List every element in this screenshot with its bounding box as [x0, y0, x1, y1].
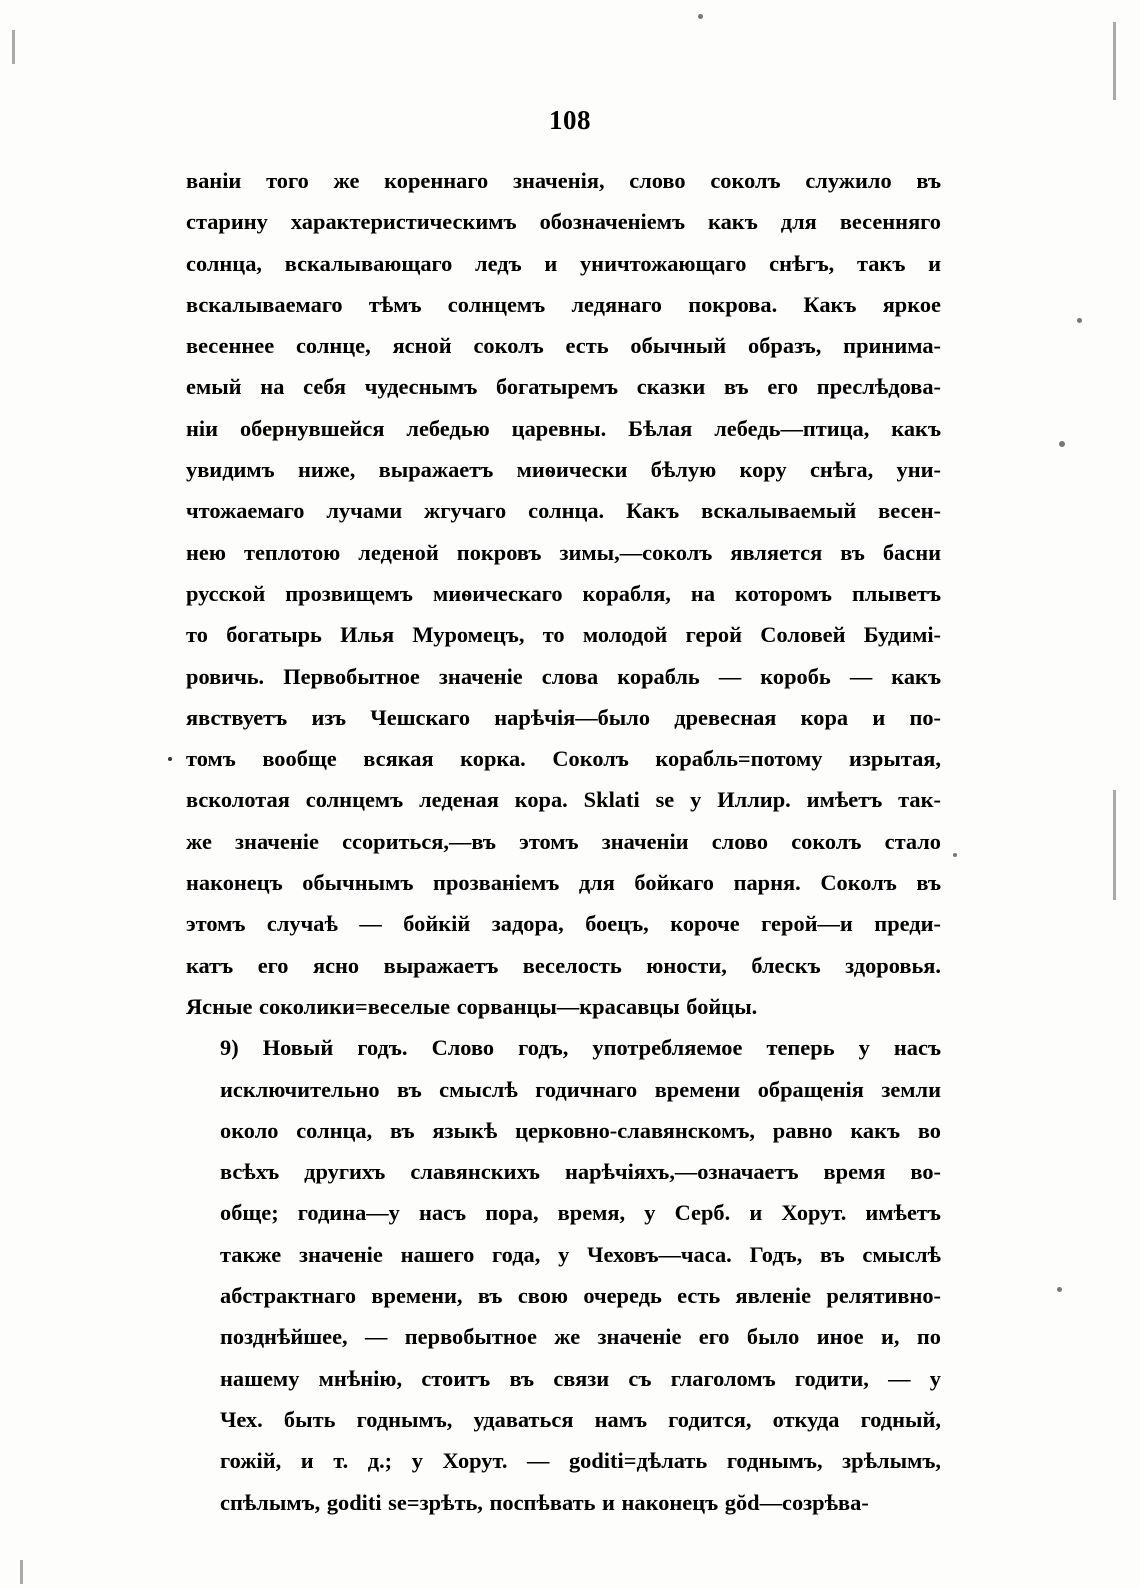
- text-line: спѣлымъ, goditi se=зрѣть, поспѣвать и наконецъ gŏd—созрѣва-: [220, 1489, 869, 1515]
- text-line: чтожаемаго лучами жгучаго солнца. Какъ вскалываемый весен-: [186, 498, 941, 524]
- scan-speck: [953, 853, 957, 857]
- scan-speck: [168, 757, 172, 761]
- text-line: старину характеристическимъ обозначеніемъ какъ для весенняго: [186, 209, 941, 235]
- text-line: ваніи того же кореннаго значенія, слово соколъ служило въ: [186, 168, 941, 193]
- paragraph-sokol: [186, 160, 941, 1027]
- body-text: [186, 160, 941, 1523]
- text-line: 9) Новый годъ. Слово годъ, употребляемое теперь у насъ: [220, 1035, 941, 1061]
- text-line: около солнца, въ языкѣ церковно-славянскомъ, равно какъ во: [220, 1117, 941, 1143]
- text-line: томъ вообще всякая корка. Соколъ корабль=потому изрытая,: [186, 746, 941, 772]
- text-line: ніи обернувшейся лебедью царевны. Бѣлая лебедь—птица, какъ: [186, 415, 941, 441]
- text-line: абстрактнаго времени, въ свою очередь есть явленіе релятивно-: [220, 1283, 941, 1309]
- text-line: всколотая солнцемъ леденая кора. Sklati se y Иллир. имѣетъ так-: [186, 787, 941, 813]
- text-line: ровичь. Первобытное значеніе слова корабль — коробь — какъ: [186, 663, 941, 689]
- text-line: же значеніе ссориться,—въ этомъ значеніи слово соколъ стало: [186, 828, 941, 854]
- scan-edge-mark: [1113, 22, 1116, 100]
- text-line: солнца, вскалывающаго ледъ и уничтожающаго снѣгъ, такъ и: [186, 250, 941, 276]
- text-line: весеннее солнце, ясной соколъ есть обычный образъ, принима-: [186, 333, 941, 359]
- scan-edge-mark: [1113, 790, 1116, 900]
- text-line: нашему мнѣнію, стоитъ въ связи съ глаголомъ годити, — у: [220, 1365, 941, 1391]
- scan-speck: [1059, 441, 1065, 447]
- text-line: исключительно въ смыслѣ годичнаго времени обращенія земли: [220, 1076, 941, 1102]
- text-line: увидимъ ниже, выражаетъ миѳически бѣлую кору снѣга, уни-: [186, 457, 941, 483]
- text-line: гожій, и т. д.; у Хорут. — goditi=дѣлать годнымъ, зрѣлымъ,: [220, 1448, 941, 1474]
- paragraph-novyi-god: [186, 1027, 941, 1523]
- text-line: всѣхъ другихъ славянскихъ нарѣчіяхъ,—означаетъ время во-: [220, 1159, 941, 1185]
- text-line: то богатырь Илья Муромецъ, то молодой герой Соловей Будимі-: [186, 622, 941, 648]
- text-line: наконецъ обычнымъ прозваніемъ для бойкаго парня. Соколъ въ: [186, 870, 941, 896]
- scan-edge-mark: [12, 30, 15, 64]
- text-line: русской прозвищемъ миѳическаго корабля, на которомъ плыветъ: [186, 580, 941, 606]
- scan-speck: [1057, 1287, 1062, 1292]
- scan-edge-mark: [20, 1560, 23, 1584]
- text-line: явствуетъ изъ Чешскаго нарѣчія—было древесная кора и по-: [186, 704, 941, 730]
- text-line: емый на себя чудеснымъ богатыремъ сказки въ его преслѣдова-: [186, 374, 941, 400]
- text-line: вскалываемаго тѣмъ солнцемъ ледянаго покрова. Какъ яркое: [186, 291, 941, 317]
- text-line: Ясные соколики=веселые сорванцы—красавцы бойцы.: [186, 993, 758, 1019]
- scan-speck: [1077, 318, 1082, 323]
- text-line: катъ его ясно выражаетъ веселость юности, блескъ здоровья.: [186, 952, 941, 978]
- text-line: этомъ случаѣ — бойкій задора, боецъ, короче герой—и преди-: [186, 911, 941, 937]
- scan-speck: [698, 14, 703, 19]
- text-line: позднѣйшее, — первобытное же значеніе его было иное и, по: [220, 1324, 941, 1350]
- text-line: обще; година—у насъ пора, время, у Серб. и Хорут. имѣетъ: [220, 1200, 941, 1226]
- page-number: 108: [549, 105, 591, 135]
- text-line: Чех. быть годнымъ, удаваться намъ годится, откуда годный,: [220, 1406, 941, 1432]
- text-line: нею теплотою леденой покровъ зимы,—соколъ является въ басни: [186, 539, 941, 565]
- text-line: также значеніе нашего года, у Чеховъ—часа. Годъ, въ смыслѣ: [220, 1241, 941, 1267]
